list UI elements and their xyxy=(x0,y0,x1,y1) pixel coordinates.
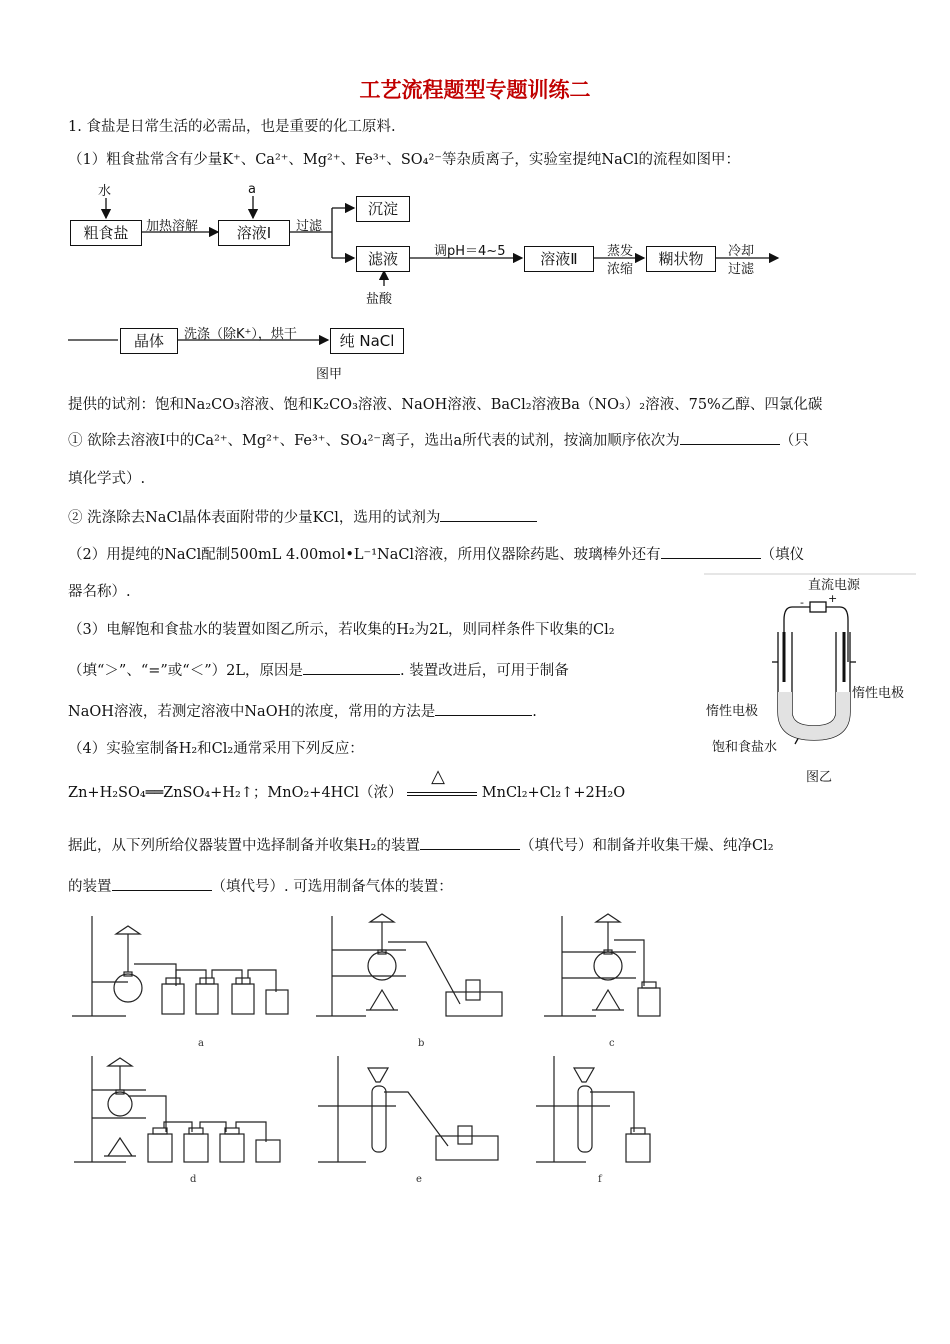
q1-part3a: （3）电解饱和食盐水的装置如图乙所示，若收集的H₂为2L，则同样条件下收集的Cl₂ xyxy=(68,622,615,638)
q1-part2-tail: （填仪 xyxy=(760,547,805,563)
answer-blank-7[interactable] xyxy=(112,876,212,891)
q1-part2b: 器名称）. xyxy=(68,584,131,600)
brine-label: 饱和食盐水 xyxy=(712,740,778,755)
q1-step1b: 填化学式）. xyxy=(68,471,146,487)
flow-solution-2: 溶液Ⅱ xyxy=(524,246,594,272)
answer-blank-3[interactable] xyxy=(661,544,761,559)
q1-part3b-tail: . 装置改进后，可用于制备 xyxy=(399,663,569,679)
q1-part5 xyxy=(68,835,774,856)
flow-solution-1: 溶液Ⅰ xyxy=(218,220,290,246)
q1-part5-tail: （填代号）和制备并收集干燥、纯净Cl₂ xyxy=(519,838,774,854)
apparatus-label-e: e xyxy=(416,1174,422,1185)
q1-step2-text: ② 洗涤除去NaCl晶体表面附带的少量KCl，选用的试剂为 xyxy=(68,510,441,526)
flow-pure-nacl: 纯 NaCl xyxy=(330,328,404,354)
flow-wash: 洗涤（除K⁺），烘干 xyxy=(184,327,297,342)
q1-part1: （1）粗食盐常含有少量K⁺、Ca²⁺、Mg²⁺、Fe³⁺、SO₄²⁻等杂质离子，实验室提纯NaCl的流程如图甲： xyxy=(68,152,740,168)
q1-step1a-tail: （只 xyxy=(779,433,809,449)
flow-precipitate: 沉淀 xyxy=(356,196,410,222)
flow-reagent-a: a xyxy=(248,182,256,197)
flow-filter: 过滤 xyxy=(296,219,323,234)
apparatus-label-d: d xyxy=(190,1174,197,1185)
flow-dissolve: 加热溶解 xyxy=(146,219,199,234)
q1-step1a xyxy=(68,430,809,451)
q1-part3c-tail: . xyxy=(532,704,537,720)
heat-triangle-icon: △ xyxy=(431,766,446,787)
equation-part-2: MnCl₂+Cl₂↑+2H₂O xyxy=(481,785,626,801)
answer-blank-6[interactable] xyxy=(420,835,520,850)
answer-blank-1[interactable] xyxy=(680,430,780,445)
q1-part3c-text: NaOH溶液，若测定溶液中NaOH的浓度，常用的方法是 xyxy=(68,704,436,720)
flow-cool-1: 冷却 xyxy=(728,244,755,259)
q1-step2 xyxy=(68,507,537,528)
flow-filtrate: 滤液 xyxy=(356,246,410,272)
flow-crystal: 晶体 xyxy=(120,328,178,354)
q1-part6-tail: （填代号）. 可选用制备气体的装置： xyxy=(211,879,453,895)
q1-part5-text: 据此，从下列所给仪器装置中选择制备并收集H₂的装置 xyxy=(68,838,420,854)
flow-hcl: 盐酸 xyxy=(366,292,393,307)
apparatus-label-b: b xyxy=(418,1038,425,1049)
reaction-condition xyxy=(407,766,477,803)
flowchart-jia xyxy=(60,178,800,388)
flow-cool-2: 过滤 xyxy=(728,262,755,277)
flow-water: 水 xyxy=(98,184,112,199)
flow-caption: 图甲 xyxy=(316,367,343,382)
apparatus-label-f: f xyxy=(598,1174,602,1185)
flow-evap-1: 蒸发 xyxy=(607,244,634,259)
q1-part2 xyxy=(68,544,804,565)
q1-intro: 1. 食盐是日常生活的必需品，也是重要的化工原料. xyxy=(68,119,396,135)
answer-blank-5[interactable] xyxy=(435,701,532,716)
q1-reagents: 提供的试剂：饱和Na₂CO₃溶液、饱和K₂CO₃溶液、NaOH溶液、BaCl₂溶液Ba（NO₃）₂溶液、75%乙醇、四氯化碳 xyxy=(68,397,823,413)
figure-yi-caption: 图乙 xyxy=(806,770,833,785)
flow-paste: 糊状物 xyxy=(646,246,716,272)
q1-part3b xyxy=(68,660,569,681)
flow-evap-2: 浓缩 xyxy=(607,262,634,277)
apparatus-label-a: a xyxy=(198,1038,204,1049)
q1-part6 xyxy=(68,876,453,897)
page-title: 工艺流程题型专题训练二 xyxy=(359,78,591,102)
power-source-label: 直流电源 xyxy=(808,578,861,593)
power-plus: + xyxy=(828,592,838,605)
answer-blank-4[interactable] xyxy=(303,660,400,675)
electrode-right-label: 惰性电极 xyxy=(852,686,905,701)
flowchart-arrows xyxy=(60,178,800,388)
q1-equation xyxy=(68,766,626,803)
apparatus-grid xyxy=(66,906,666,1196)
power-minus: - xyxy=(800,596,804,609)
q1-part2-text: （2）用提纯的NaCl配制500mL 4.00mol•L⁻¹NaCl溶液，所用仪器除药匙、玻璃棒外还有 xyxy=(68,547,661,563)
equation-part-1: Zn+H₂SO₄══ZnSO₄+H₂↑；MnO₂+4HCl（浓） xyxy=(68,785,403,801)
answer-blank-2[interactable] xyxy=(440,507,537,522)
apparatus-label-c: c xyxy=(609,1038,615,1049)
flow-crude-salt: 粗食盐 xyxy=(70,220,142,246)
q1-step1a-text: ① 欲除去溶液Ⅰ中的Ca²⁺、Mg²⁺、Fe³⁺、SO₄²⁻离子，选出a所代表的试剂，按滴加顺序依次为 xyxy=(68,433,680,449)
apparatus-drawings xyxy=(66,906,666,1196)
q1-part4: （4）实验室制备H₂和Cl₂通常采用下列反应： xyxy=(68,741,364,757)
q1-part3b-text: （填“＞”、“=”或“＜”）2L，原因是 xyxy=(68,663,303,679)
figure-yi xyxy=(700,572,920,787)
flow-adjust-ph: 调pH＝4~5 xyxy=(434,244,506,259)
electrode-left-label: 惰性电极 xyxy=(706,704,759,719)
q1-part3c xyxy=(68,701,537,722)
q1-part6-text: 的装置 xyxy=(68,879,112,895)
